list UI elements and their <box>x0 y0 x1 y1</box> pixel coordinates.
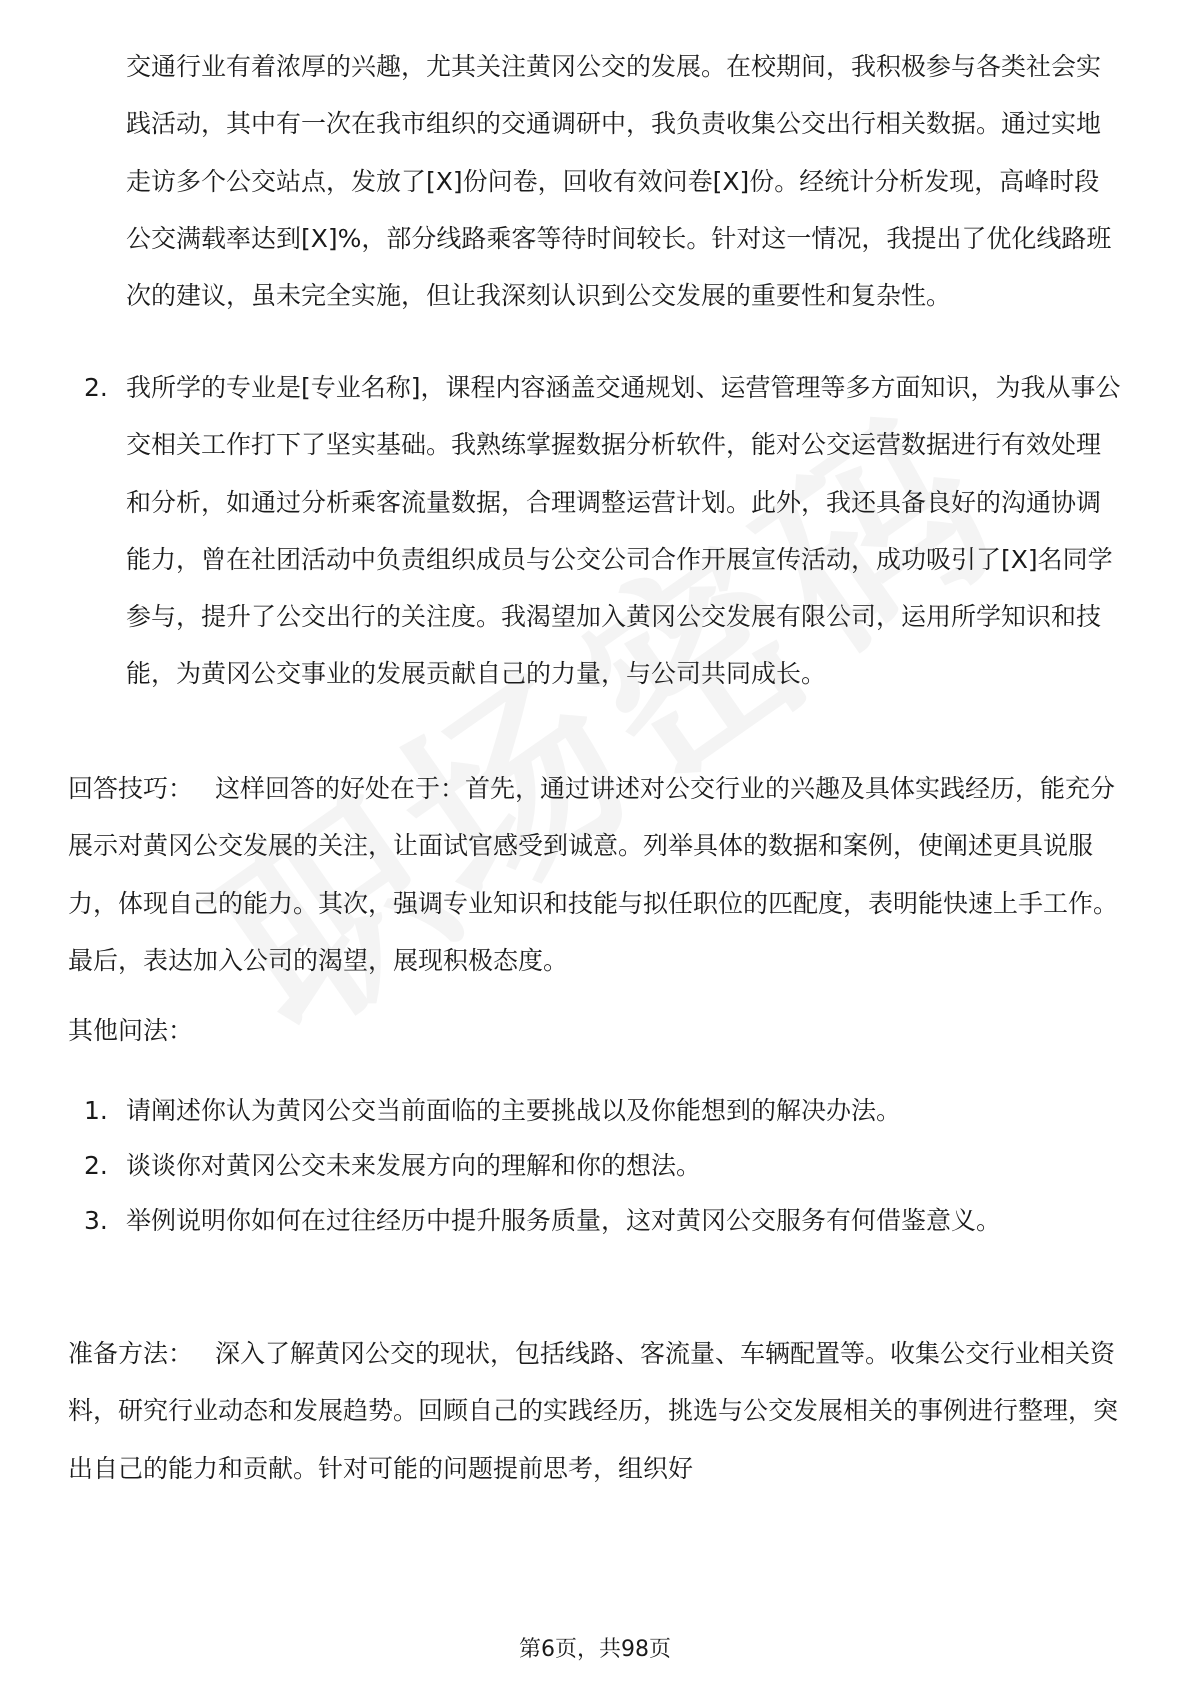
page-footer <box>0 1632 1190 1663</box>
list-item-continued <box>126 38 1116 324</box>
list-item-2 <box>84 359 1124 703</box>
other-question-item-2 <box>84 1137 1124 1194</box>
list-item-number: 3. <box>84 1206 108 1235</box>
list-item-number: 2. <box>84 1151 108 1180</box>
list-item-continued-text: 交通行业有着浓厚的兴趣，尤其关注黄冈公交的发展。在校期间，我积极参与各类社会实践活动，其中有一次在我市组织的交通调研中，我负责收集公交出行相关数据。通过实地走访多个公交站点，发放了[X]份问卷，回收有效问卷[X]份。经统计分析发现，高峰时段公交满载率达到[X]%，部分线路乘客等待时间较长。针对这一情况，我提出了优化线路班次的建议，虽未完全实施，但让我深刻认识到公交发展的重要性和复杂性。 <box>126 52 1112 311</box>
preparation-text: 深入了解黄冈公交的现状，包括线路、客流量、车辆配置等。收集公交行业相关资料，研究行业动态和发展趋势。回顾自己的实践经历，挑选与公交发展相关的事例进行整理，突出自己的能力和贡献。针对可能的问题提前思考，组织好 <box>68 1339 1119 1483</box>
preparation-label: 准备方法： <box>68 1339 194 1368</box>
preparation-paragraph <box>68 1325 1128 1497</box>
list-item-text: 谈谈你对黄冈公交未来发展方向的理解和你的想法。 <box>126 1151 702 1180</box>
other-questions-heading <box>68 1002 1128 1059</box>
other-question-item-3 <box>84 1192 1124 1249</box>
list-item-text: 举例说明你如何在过往经历中提升服务质量，这对黄冈公交服务有何借鉴意义。 <box>126 1206 1002 1235</box>
other-questions-heading-text: 其他问法： <box>68 1016 194 1045</box>
list-item-text: 我所学的专业是[专业名称]，课程内容涵盖交通规划、运营管理等多方面知识，为我从事公交相关工作打下了坚实基础。我熟练掌握数据分析软件，能对公交运营数据进行有效处理和分析，如通过分析乘客流量数据，合理调整运营计划。此外，我还具备良好的沟通协调能力，曾在社团活动中负责组织成员与公交公司合作开展宣传活动，成功吸引了[X]名同学参与，提升了公交出行的关注度。我渴望加入黄冈公交发展有限公司，运用所学知识和技能，为黄冈公交事业的发展贡献自己的力量，与公司共同成长。 <box>126 373 1121 689</box>
list-item-number: 1. <box>84 1096 108 1125</box>
list-item-number: 2. <box>84 373 108 402</box>
answer-tips-text: 这样回答的好处在于：首先，通过讲述对公交行业的兴趣及具体实践经历，能充分展示对黄冈公交发展的关注，让面试官感受到诚意。列举具体的数据和案例，使阐述更具说服力，体现自己的能力。其次，强调专业知识和技能与拟任职位的匹配度，表明能快速上手工作。最后，表达加入公司的渴望，展现积极态度。 <box>68 774 1119 975</box>
other-question-item-1 <box>84 1082 1124 1139</box>
answer-tips-label: 回答技巧： <box>68 774 194 803</box>
page-number: 第6页，共98页 <box>519 1637 671 1662</box>
answer-tips-paragraph <box>68 760 1128 989</box>
list-item-text: 请阐述你认为黄冈公交当前面临的主要挑战以及你能想到的解决办法。 <box>126 1096 902 1125</box>
